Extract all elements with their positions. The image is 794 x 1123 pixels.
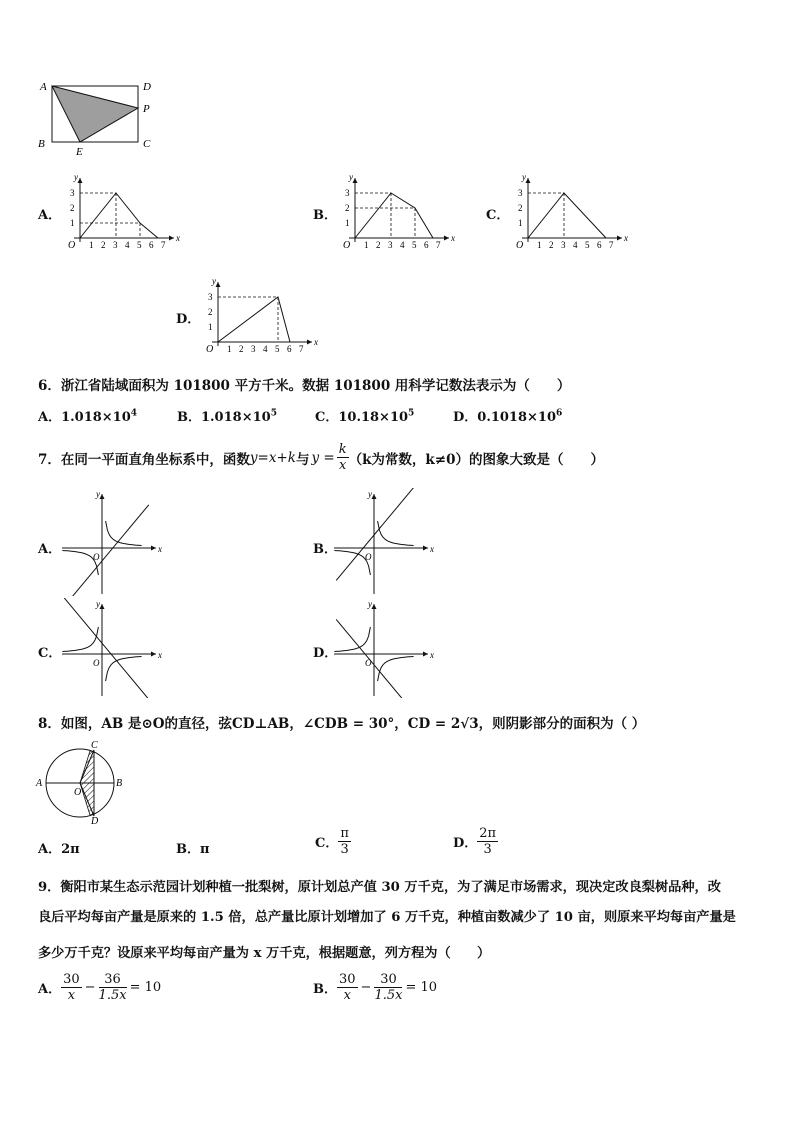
- x-axis-label: x: [158, 650, 162, 660]
- x-axis-label: x: [451, 233, 455, 243]
- y-tick-label: 3: [518, 188, 523, 198]
- q7-graph-d: [330, 598, 440, 698]
- x-tick-label: 6: [424, 240, 429, 250]
- q5-option-d-label[interactable]: D．: [176, 312, 201, 327]
- q9-b-num2: 30: [374, 972, 402, 988]
- y-axis-arrow: [353, 178, 358, 183]
- q9-line-2: 良后平均每亩产量是原来的 1.5 倍，总产量比原计划增加了 6 万千克，种植亩数减少了 10 亩，则原来平均每亩产量是: [38, 910, 736, 925]
- label-b: B: [116, 778, 123, 789]
- q7-num: k: [338, 442, 347, 457]
- label-d: D: [143, 81, 151, 93]
- q8-d-num: 2π: [479, 826, 497, 841]
- q9-b-label: B．: [313, 982, 337, 997]
- x-tick-label: 6: [597, 240, 602, 250]
- x-axis-arrow: [151, 546, 156, 551]
- minus-sign: −: [360, 980, 372, 995]
- q6-b-exp: 5: [270, 408, 277, 419]
- x-axis-label: x: [430, 650, 434, 660]
- q6-a-text: A．1.018×10: [38, 410, 131, 425]
- q9-a-rhs: = 10: [129, 980, 162, 995]
- q6-d-text: D．0.1018×10: [453, 410, 557, 425]
- q7-mid: 与: [295, 451, 310, 468]
- x-axis-label: x: [158, 544, 162, 554]
- straight-line: [336, 488, 421, 580]
- q8-c-fraction: [338, 826, 351, 857]
- q9-a-label: A．: [38, 982, 62, 997]
- x-tick-label: 3: [251, 344, 256, 354]
- q9-line-1: 9．衡阳市某生态示范园计划种植一批梨树，原计划总产值 30 万千克，为了满足市场需求，现决定改良梨树品种，改: [38, 880, 721, 895]
- y-tick-label: 2: [345, 203, 350, 213]
- y-axis-arrow: [526, 178, 531, 183]
- x-axis-arrow: [307, 340, 312, 345]
- y-axis-label: y: [74, 172, 78, 182]
- q8-circle-figure: [32, 738, 132, 826]
- y-tick-label: 2: [70, 203, 75, 213]
- x-tick-label: 7: [161, 240, 166, 250]
- q6-a-exp: 4: [130, 408, 138, 419]
- y-tick-label: 1: [70, 218, 75, 228]
- q7-option-a-label[interactable]: A．: [38, 542, 62, 557]
- x-tick-label: 5: [585, 240, 590, 250]
- x-tick-label: 4: [573, 240, 578, 250]
- shaded-triangle: [52, 86, 138, 142]
- q8-c-den: 3: [340, 842, 349, 857]
- q7-func1: y=x+k: [249, 449, 296, 466]
- q8-option-a[interactable]: A．2π: [38, 842, 80, 857]
- y-axis-label: y: [96, 599, 100, 609]
- x-tick-label: 2: [101, 240, 106, 250]
- q6-option-d[interactable]: [453, 406, 562, 425]
- q5-option-b-label[interactable]: B．: [313, 208, 337, 223]
- origin-label: O: [68, 240, 76, 251]
- q6-c-text: C．10.18×10: [315, 410, 409, 425]
- x-tick-label: 7: [609, 240, 614, 250]
- y-axis-arrow: [372, 604, 377, 609]
- x-axis-arrow: [423, 652, 428, 657]
- q5-graph-a: [62, 172, 192, 254]
- x-tick-label: 7: [436, 240, 441, 250]
- q7-pre: 7．在同一平面直角坐标系中，函数: [38, 451, 250, 468]
- x-tick-label: 5: [412, 240, 417, 250]
- q6-c-exp: 5: [408, 408, 415, 419]
- q9-a-den2: 1.5x: [98, 988, 127, 1003]
- q5-graph-d: [200, 276, 330, 358]
- x-axis-label: x: [176, 233, 180, 243]
- q8-d-fraction: [477, 826, 498, 857]
- label-c: C: [91, 740, 98, 751]
- q9-b-rhs: = 10: [405, 980, 438, 995]
- hyperbola-branch-1: [106, 521, 142, 546]
- q9-a-den1: x: [67, 988, 76, 1003]
- x-axis-arrow: [169, 236, 174, 241]
- q9-a-num1: 30: [63, 972, 80, 987]
- origin-label: O: [343, 240, 351, 251]
- graph-line: [218, 297, 290, 342]
- origin-label: O: [365, 658, 372, 668]
- q9-line-3: 多少万千克？设原来平均每亩产量为 x 万千克，根据题意，列方程为（ ）: [38, 946, 491, 961]
- label-c: C: [143, 138, 151, 150]
- q8-option-b[interactable]: B．π: [176, 842, 210, 857]
- hyperbola-branch-1: [378, 657, 414, 682]
- origin-label: O: [516, 240, 524, 251]
- y-axis-arrow: [78, 178, 83, 183]
- q8-option-c[interactable]: [315, 826, 351, 857]
- q7-graph-c: [58, 598, 168, 698]
- q9-option-a[interactable]: [38, 972, 161, 1003]
- q9-b-frac1: [337, 972, 358, 1003]
- straight-line: [336, 619, 421, 698]
- y-tick-label: 2: [208, 307, 213, 317]
- q5-option-c-label[interactable]: C．: [486, 208, 510, 223]
- x-tick-label: 2: [549, 240, 554, 250]
- q6-stem: 6．浙江省陆域面积为 101800 平方千米。数据 101800 用科学记数法表示为（ ）: [38, 378, 571, 394]
- y-axis-arrow: [100, 494, 105, 499]
- q7-option-d-label[interactable]: D．: [313, 646, 338, 661]
- q6-option-a[interactable]: [38, 406, 137, 425]
- x-tick-label: 6: [287, 344, 292, 354]
- label-e: E: [76, 146, 83, 158]
- label-b: B: [38, 138, 45, 150]
- y-axis-label: y: [368, 599, 372, 609]
- q5-graph-b: [337, 172, 467, 254]
- y-axis-arrow: [100, 604, 105, 609]
- q7-option-b-label[interactable]: B．: [313, 542, 337, 557]
- straight-line: [64, 598, 149, 698]
- q6-option-b[interactable]: [177, 406, 277, 425]
- y-tick-label: 3: [70, 188, 75, 198]
- q8-d-label: D．: [453, 836, 478, 851]
- q7-den: x: [338, 458, 347, 473]
- x-tick-label: 6: [149, 240, 154, 250]
- hyperbola-branch-2: [62, 627, 98, 652]
- minus-sign: −: [84, 980, 96, 995]
- x-tick-label: 4: [125, 240, 130, 250]
- q7-graph-a: [58, 488, 168, 596]
- x-tick-label: 2: [239, 344, 244, 354]
- q7-post: （k为常数，k≠0）的图象大致是（ ）: [348, 451, 604, 468]
- label-d: D: [91, 816, 99, 826]
- graph-line: [80, 193, 158, 238]
- x-axis-label: x: [430, 544, 434, 554]
- q5-option-a-label[interactable]: A．: [38, 208, 62, 223]
- label-a: A: [36, 778, 43, 789]
- graph-line: [528, 193, 606, 238]
- label-p: P: [143, 103, 150, 115]
- x-tick-label: 1: [537, 240, 542, 250]
- x-tick-label: 4: [263, 344, 268, 354]
- x-tick-label: 1: [89, 240, 94, 250]
- x-tick-label: 3: [388, 240, 393, 250]
- x-axis-arrow: [151, 652, 156, 657]
- q7-ylabel: y =: [311, 449, 335, 466]
- label-o: O: [74, 787, 82, 798]
- x-tick-label: 1: [364, 240, 369, 250]
- x-tick-label: 7: [299, 344, 304, 354]
- q8-c-num: π: [340, 826, 349, 841]
- x-tick-label: 4: [400, 240, 405, 250]
- y-tick-label: 1: [345, 218, 350, 228]
- y-tick-label: 2: [518, 203, 523, 213]
- x-tick-label: 3: [113, 240, 118, 250]
- y-axis-arrow: [372, 494, 377, 499]
- y-axis-arrow: [216, 282, 221, 287]
- x-tick-label: 5: [137, 240, 142, 250]
- x-axis-arrow: [617, 236, 622, 241]
- y-axis-label: y: [349, 172, 353, 182]
- x-tick-label: 5: [275, 344, 280, 354]
- x-axis-label: x: [314, 337, 318, 347]
- q9-a-frac1: [61, 972, 82, 1003]
- y-axis-label: y: [522, 172, 526, 182]
- x-tick-label: 3: [561, 240, 566, 250]
- graph-line: [355, 193, 433, 238]
- label-a: A: [40, 81, 47, 93]
- q9-a-num2: 36: [99, 972, 127, 988]
- q6-b-text: B．1.018×10: [177, 410, 271, 425]
- y-axis-label: y: [368, 489, 372, 499]
- origin-label: O: [365, 552, 372, 562]
- q8-stem: 8．如图，AB 是⊙O的直径，弦CD⊥AB，∠CDB = 30°，CD = 2√3，则阴影部分的面积为（ ）: [38, 716, 646, 732]
- q8-option-d[interactable]: [453, 826, 498, 857]
- x-axis-label: x: [624, 233, 628, 243]
- y-tick-label: 3: [208, 292, 213, 302]
- y-tick-label: 1: [518, 218, 523, 228]
- straight-line: [64, 505, 149, 596]
- q9-b-frac2: [374, 972, 402, 1003]
- x-tick-label: 1: [227, 344, 232, 354]
- y-axis-label: y: [212, 276, 216, 286]
- q9-b-den2: 1.5x: [374, 988, 403, 1003]
- q8-d-den: 3: [483, 842, 492, 857]
- origin-label: O: [93, 552, 100, 562]
- q9-a-frac2: [99, 972, 127, 1003]
- q9-b-den1: x: [343, 988, 351, 1003]
- y-axis-label: y: [96, 489, 100, 499]
- y-tick-label: 1: [208, 322, 213, 332]
- q6-option-c[interactable]: [315, 406, 414, 425]
- y-tick-label: 3: [345, 188, 350, 198]
- q6-d-exp: 6: [556, 408, 563, 419]
- q7-option-c-label[interactable]: C．: [38, 646, 62, 661]
- x-tick-label: 2: [376, 240, 381, 250]
- origin-label: O: [93, 658, 100, 668]
- q9-b-num1: 30: [339, 972, 356, 987]
- q7-fraction: [337, 442, 349, 473]
- q5-graph-c: [510, 172, 640, 254]
- q7-graph-b: [330, 488, 440, 596]
- origin-label: O: [206, 344, 214, 355]
- q7-stem: [38, 442, 604, 473]
- x-axis-arrow: [423, 546, 428, 551]
- rectangle-figure: [34, 78, 164, 160]
- q8-c-label: C．: [315, 836, 339, 851]
- x-axis-arrow: [444, 236, 449, 241]
- q9-option-b[interactable]: [313, 972, 437, 1003]
